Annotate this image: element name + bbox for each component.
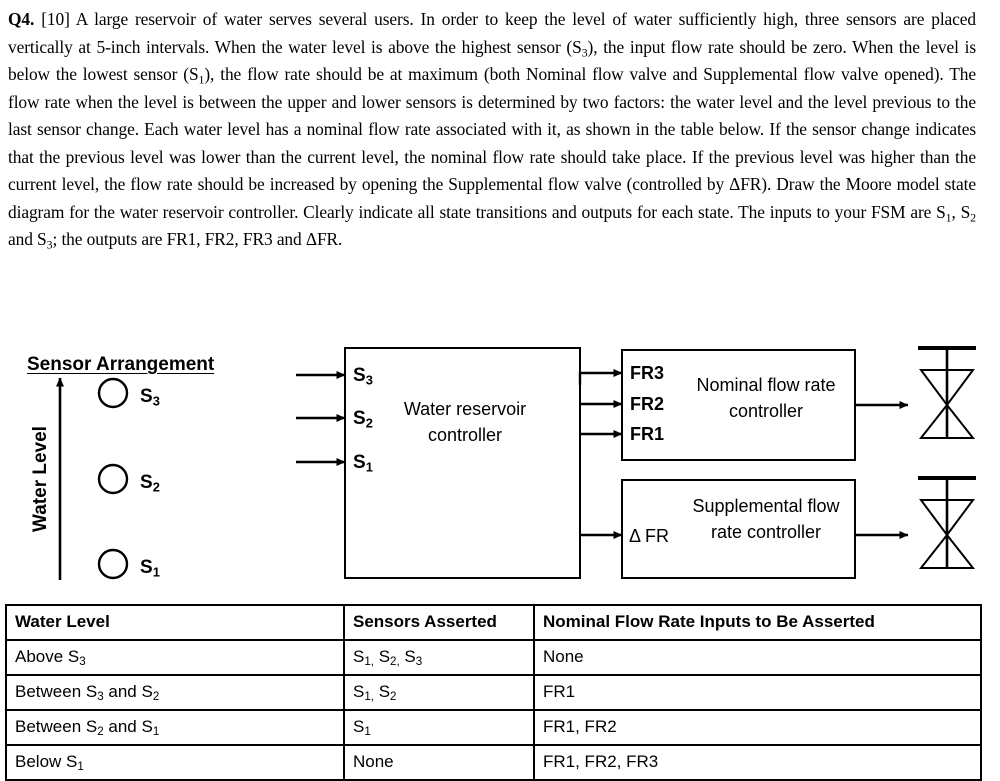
table-header-row [6, 605, 981, 640]
water-reservoir-controller-box [345, 348, 580, 578]
question-body: A large reservoir of water serves several users. In order to keep the level of water sufficiently high, three sensors are placed vertically at 5-inch intervals. When the water level is above the highest sensor $(S_3)$, the input flow rate should be zero. When the level is below the lowest sensor $(S_1)$, the flow rate should be at maximum (both Nominal flow valve and Supplemental flow valve opened). The flow rate when the level is between the upper and lower sensors is determined by two factors: the water level and the level previous to the last sensor change. Each water level has a nominal flow rate associated with it, as shown in the table below. If the sensor change indicates that the previous level was lower than the current level, the nominal flow rate should take place. If the previous level was higher than the current level, the flow rate should be increased by opening the Supplemental flow valve (controlled by ΔFR). Draw the Moore model state diagram for the water reservoir controller. Clearly indicate all state transitions and outputs for each state. The inputs to your FSM are $S_1$, $S_2$ and $S_3$; the outputs are FR1, FR2, FR3 and ΔFR. [8, 9, 977, 252]
table-header-water-level: Water Level [6, 605, 344, 640]
supplemental-flow-rate-controller-label: Supplemental flow rate controller [692, 496, 840, 542]
sensor-circle-s2 [99, 465, 127, 493]
cell-water-level: Above $S_3$ [6, 640, 344, 675]
cell-sensors-asserted: $S_{1,}$ $S_{2,}$ $S_3$ [344, 640, 534, 675]
question-paragraph [8, 6, 976, 254]
supplemental-flow-valve-icon [918, 478, 976, 568]
water-level-axis-label: Water Level [30, 426, 51, 532]
table-header-nominal-flow-rate: Nominal Flow Rate Inputs to Be Asserted [534, 605, 981, 640]
table-header-sensors-asserted: Sensors Asserted [344, 605, 534, 640]
question-block [8, 6, 976, 254]
sensor-circle-s1 [99, 550, 127, 578]
controller-input-label-s2: $S_2$ [353, 408, 373, 431]
nominal-input-label-fr3: FR3 [630, 363, 665, 383]
cell-flow-rate: None [534, 640, 981, 675]
table-row [6, 710, 981, 745]
cell-flow-rate: FR1, FR2 [534, 710, 981, 745]
cell-flow-rate: FR1 [534, 675, 981, 710]
nominal-flow-valve-icon [918, 348, 976, 438]
cell-water-level: Between $S_3$ and $S_2$ [6, 675, 344, 710]
nominal-input-label-fr1: FR1 [630, 424, 665, 444]
question-points: [10] [41, 9, 70, 29]
table-row [6, 640, 981, 675]
sensor-arrangement-title: Sensor Arrangement [27, 354, 215, 375]
table-row [6, 745, 981, 780]
sensor-label-s3: $S_3$ [140, 386, 160, 409]
water-level-spec-table [5, 604, 982, 781]
sensor-label-s1: $S_1$ [140, 557, 160, 580]
block-diagram [0, 330, 1000, 595]
cell-sensors-asserted: None [344, 745, 534, 780]
nominal-input-label-fr2: FR2 [630, 394, 665, 414]
cell-sensors-asserted: $S_{1,}$ $S_2$ [344, 675, 534, 710]
cell-water-level: Between $S_2$ and $S_1$ [6, 710, 344, 745]
water-reservoir-controller-label: Water reservoir controller [403, 399, 527, 445]
nominal-flow-rate-controller-label: Nominal flow rate controller [696, 375, 836, 421]
cell-water-level: Below $S_1$ [6, 745, 344, 780]
output-arrow-fr3 [580, 373, 622, 385]
table-row [6, 675, 981, 710]
cell-flow-rate: FR1, FR2, FR3 [534, 745, 981, 780]
controller-input-label-s1: $S_1$ [353, 452, 373, 475]
supplemental-input-label-delta-fr: Δ FR [629, 526, 670, 546]
controller-input-label-s3: $S_3$ [353, 365, 373, 388]
cell-sensors-asserted: $S_1$ [344, 710, 534, 745]
sensor-label-s2: $S_2$ [140, 472, 160, 495]
sensor-circle-s3 [99, 379, 127, 407]
question-number: Q4. [8, 9, 35, 29]
